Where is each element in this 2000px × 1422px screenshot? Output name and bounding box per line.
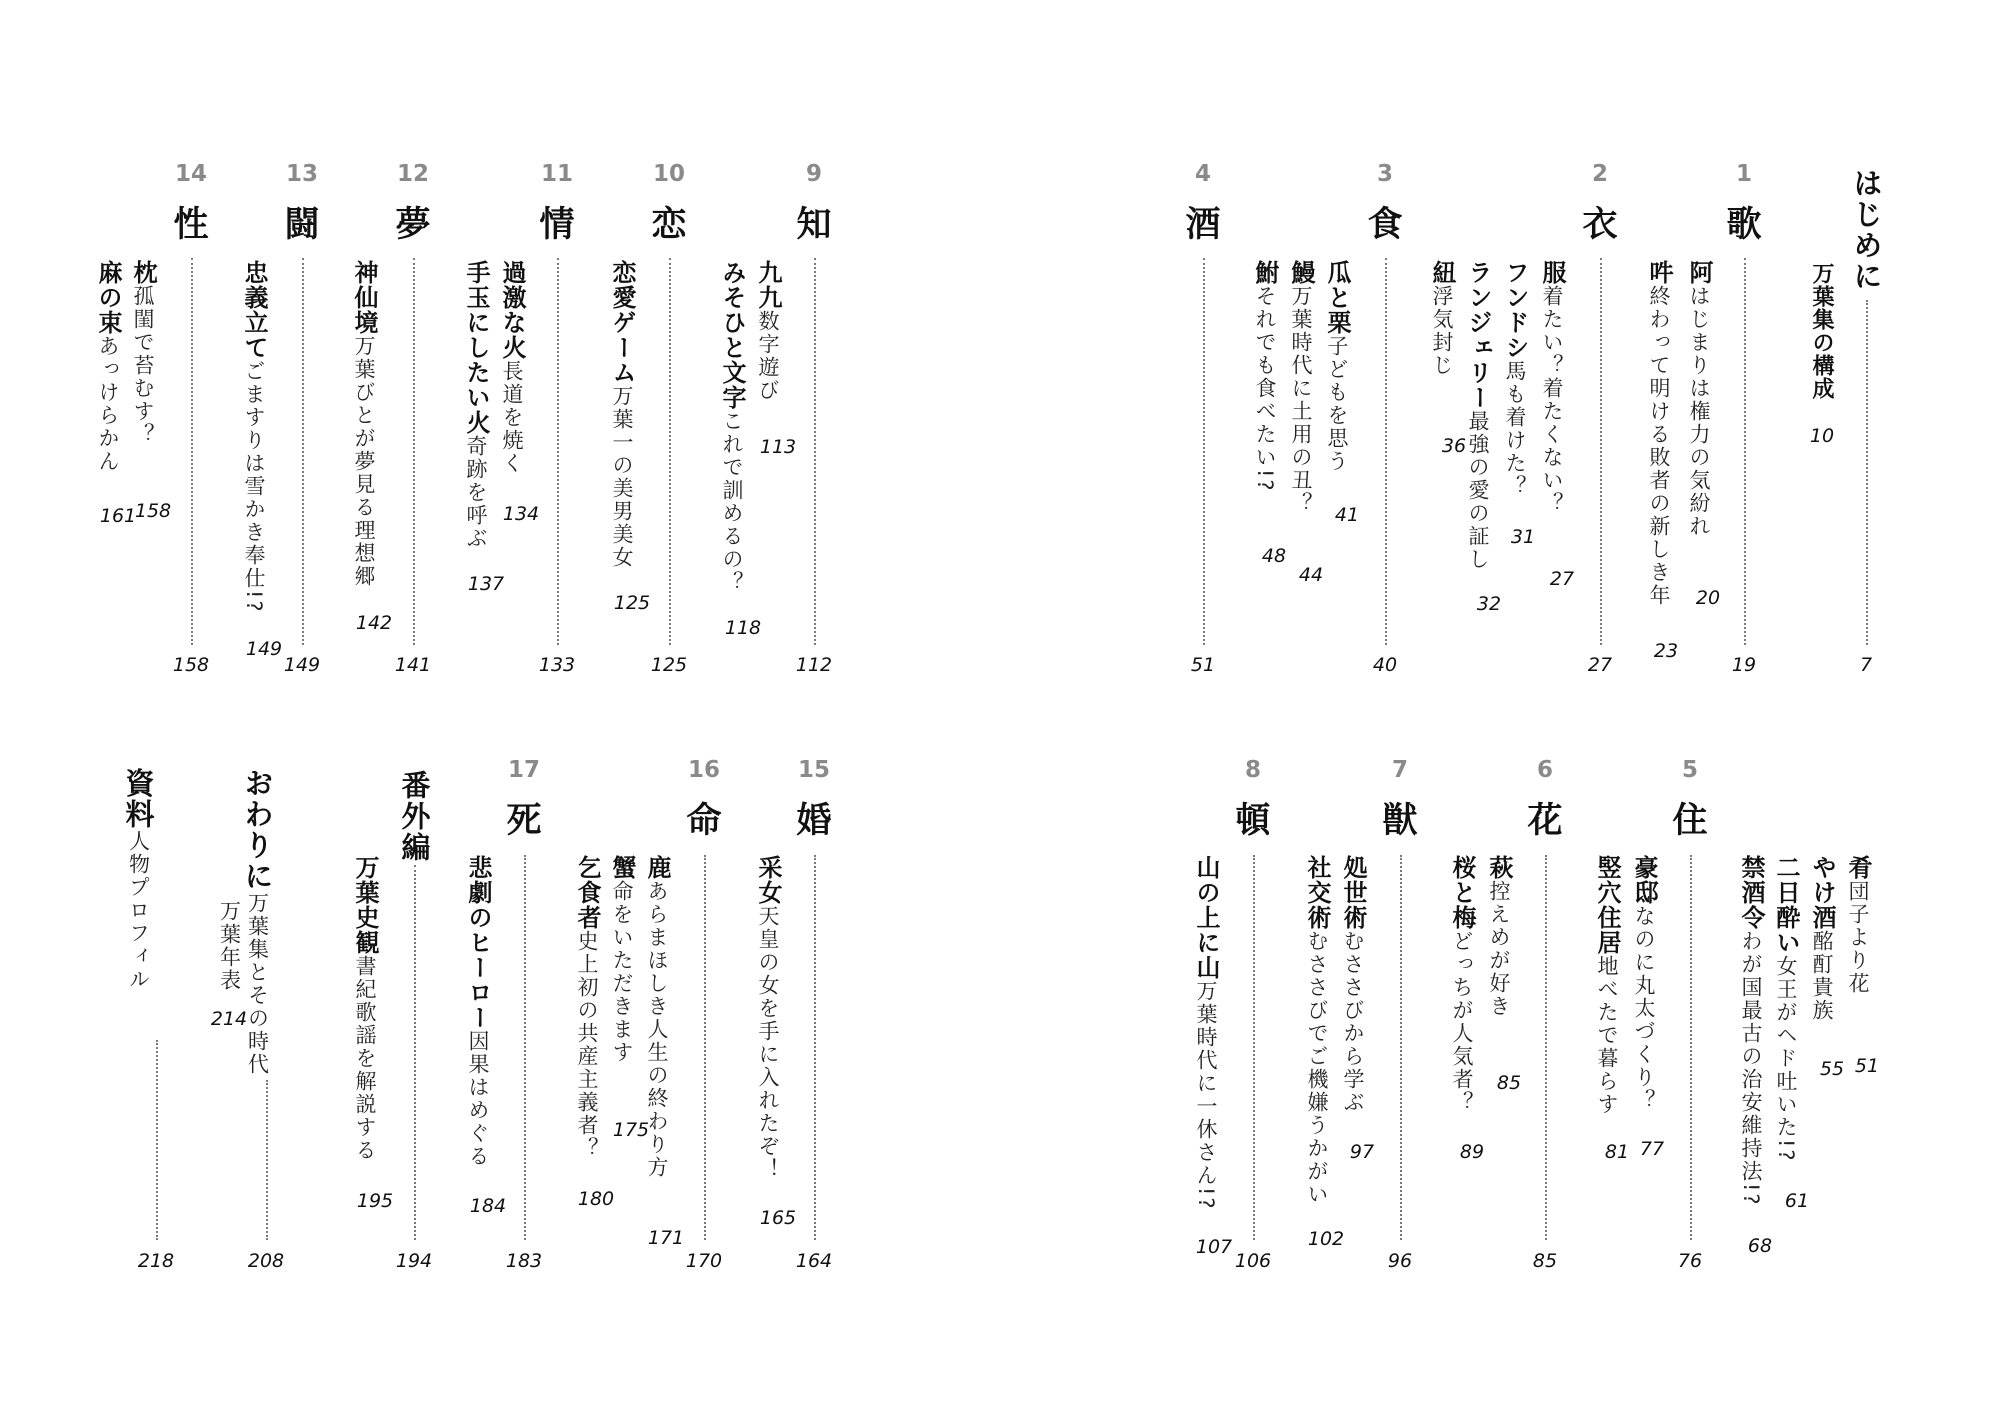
- subsection-page: 31: [1510, 526, 1536, 548]
- dotted-leader: [1545, 855, 1547, 1240]
- subsection: [1430, 260, 1474, 377]
- chapter-page: 170: [685, 1250, 723, 1272]
- subsection-page: 184: [469, 1195, 507, 1217]
- dotted-leader: [814, 258, 816, 645]
- subsection: [1687, 260, 1731, 538]
- dotted-leader: [266, 1080, 268, 1240]
- chapter-kanji: 住: [1672, 800, 1708, 841]
- subsection-page: 161: [99, 505, 137, 527]
- subsection-subtitle: 因果はめぐる: [466, 1030, 490, 1168]
- subsection-page: 134: [502, 503, 540, 525]
- subsection-page: 36: [1441, 435, 1467, 457]
- subsection-subtitle: むささびから学ぶ: [1341, 930, 1365, 1114]
- chapter-page: 183: [505, 1250, 543, 1272]
- chapter-number: 8: [1244, 757, 1262, 783]
- chapter-number: 12: [396, 161, 430, 187]
- dotted-leader: [814, 855, 816, 1240]
- subsection-subtitle: 万葉時代に一休さん!?: [1194, 980, 1218, 1211]
- dotted-leader: [524, 855, 526, 1240]
- subsection-page: 85: [1496, 1072, 1522, 1094]
- subsection-title: 社交術: [1303, 855, 1331, 930]
- subsection-subtitle: 書紀歌謡を解説する: [353, 955, 377, 1162]
- subsection: [1450, 855, 1494, 1114]
- subsection-subtitle: 奇跡を呼ぶ: [464, 435, 488, 550]
- subsection-page: 113: [759, 436, 797, 458]
- subsection: [1647, 260, 1691, 607]
- chapter-number: 1: [1735, 161, 1753, 187]
- subsection: [575, 855, 619, 1160]
- chapter-number: 13: [285, 161, 319, 187]
- subsection-page: 165: [759, 1207, 797, 1229]
- subsection-page: 41: [1334, 504, 1360, 526]
- owari-subtitle-2: 万葉年表: [217, 900, 242, 992]
- dotted-leader: [302, 258, 304, 645]
- subsection-subtitle: 天皇の女を手に入れたぞ！: [756, 905, 780, 1181]
- subsection-page: 51: [1854, 1055, 1880, 1077]
- subsection-title: 枕: [129, 260, 157, 285]
- dotted-leader: [1600, 258, 1602, 645]
- intro-title: はじめに: [1849, 168, 1884, 292]
- subsection-title: フンドシ: [1501, 260, 1529, 360]
- subsection-page: 77: [1639, 1138, 1665, 1160]
- chapter-page: 133: [538, 654, 576, 676]
- subsection-title: 九九: [754, 260, 782, 310]
- dotted-leader: [1253, 855, 1255, 1240]
- owari-page: 208: [247, 1250, 285, 1272]
- chapter-page: 158: [172, 654, 210, 676]
- subsection: [610, 260, 654, 569]
- subsection-subtitle: 控えめが好き: [1487, 880, 1511, 1018]
- intro-sub-page: 10: [1809, 425, 1835, 447]
- shiryo-subtitle: 人物プロフィル: [126, 830, 151, 991]
- subsection-title: 桜と梅: [1448, 855, 1476, 930]
- subsection-title: ランジェリー: [1464, 260, 1492, 410]
- subsection-page: 195: [356, 1190, 394, 1212]
- subsection-subtitle: なのに丸太づくり？: [1632, 905, 1656, 1112]
- subsection-title: 過激な火: [498, 260, 526, 360]
- subsection-title: 萩: [1485, 855, 1513, 880]
- subsection-title: 服: [1538, 260, 1566, 285]
- subsection-page: 61: [1784, 1190, 1810, 1212]
- dotted-leader: [413, 258, 415, 645]
- dotted-leader: [1866, 300, 1868, 645]
- subsection-subtitle: ごますりは雪かき奉仕!?: [242, 360, 266, 614]
- subsection-page: 137: [467, 573, 505, 595]
- subsection-title: 竪穴住居: [1593, 855, 1621, 955]
- subsection: [466, 855, 510, 1168]
- dotted-leader: [156, 1040, 158, 1240]
- subsection-title: 紐: [1428, 260, 1456, 285]
- dotted-leader: [1385, 258, 1387, 645]
- chapter-kanji: 夢: [395, 204, 431, 245]
- subsection-title: 豪邸: [1630, 855, 1658, 905]
- subsection-subtitle: 浮気封じ: [1430, 285, 1454, 377]
- chapter-kanji: 命: [686, 800, 722, 841]
- chapter-page: 19: [1731, 654, 1757, 676]
- subsection: [353, 855, 397, 1162]
- subsection-title: 二日酔い: [1772, 855, 1800, 955]
- chapter-kanji: 性: [173, 204, 209, 245]
- dotted-leader: [669, 258, 671, 645]
- subsection-title: 鮒: [1251, 260, 1279, 285]
- subsection-page: 102: [1307, 1228, 1345, 1250]
- chapter-kanji: 花: [1527, 800, 1563, 841]
- subsection-title: 恋愛ゲーム: [608, 260, 636, 385]
- owari-entry: [240, 768, 290, 1076]
- chapter-kanji: 頓: [1235, 800, 1271, 841]
- subsection: [96, 260, 140, 473]
- subsection-subtitle: 数字遊び: [756, 310, 780, 402]
- subsection-page: 48: [1261, 545, 1287, 567]
- subsection-title: 万葉史観: [351, 855, 379, 955]
- subsection-subtitle: 孤閨で苔むす？: [131, 285, 155, 446]
- chapter-number: 9: [805, 161, 823, 187]
- subsection-page: 89: [1459, 1141, 1485, 1163]
- chapter-kanji: 食: [1367, 204, 1403, 245]
- chapter-page: 141: [394, 654, 432, 676]
- subsection-subtitle: 史上初の共産主義者？: [575, 930, 599, 1160]
- intro-sub-title: 万葉集の構成: [1809, 262, 1834, 400]
- subsection-subtitle: 女王がヘド吐いた!?: [1774, 955, 1798, 1163]
- chapter-kanji: 婚: [796, 800, 832, 841]
- subsection-title: 瓜と栗: [1323, 260, 1351, 335]
- subsection-title: 忠義立て: [240, 260, 268, 360]
- subsection-title: 蟹: [608, 855, 636, 880]
- subsection-title: 乞食者: [573, 855, 601, 930]
- subsection-page: 118: [724, 617, 762, 639]
- intro-page: 7: [1859, 654, 1873, 676]
- subsection: [1739, 855, 1783, 1207]
- chapter-kanji: 衣: [1582, 204, 1618, 245]
- subsection-page: 171: [647, 1227, 685, 1249]
- subsection-subtitle: 万葉びとが夢見る理想郷: [352, 335, 376, 588]
- chapter-page: 85: [1532, 1250, 1558, 1272]
- subsection-title: 采女: [754, 855, 782, 905]
- subsection: [242, 260, 286, 614]
- subsection-subtitle: わが国最古の治安維持法!?: [1739, 930, 1763, 1207]
- owari-sub-page: 214: [210, 1008, 248, 1030]
- subsection-page: 81: [1604, 1141, 1630, 1163]
- subsection-page: 97: [1349, 1141, 1375, 1163]
- subsection-title: 山の上に山: [1192, 855, 1220, 980]
- owari-title: おわりに: [240, 768, 275, 892]
- bangai-title: 番外編: [397, 770, 432, 863]
- subsection-title: 肴: [1844, 855, 1872, 880]
- chapter-page: 76: [1677, 1250, 1703, 1272]
- dotted-leader: [414, 865, 416, 1240]
- chapter-kanji: 情: [539, 204, 575, 245]
- owari-subtitle: 万葉集とその時代: [245, 892, 270, 1076]
- subsection-subtitle: それでも食べたい!?: [1253, 285, 1277, 493]
- subsection: [1194, 855, 1238, 1211]
- dotted-leader: [1400, 855, 1402, 1240]
- subsection-page: 107: [1195, 1236, 1233, 1258]
- shiryo-title: 資料: [121, 768, 156, 830]
- subsection-subtitle: 万葉一の美男美女: [610, 385, 634, 569]
- chapter-kanji: 歌: [1726, 204, 1762, 245]
- chapter-number: 10: [652, 161, 686, 187]
- subsection: [756, 855, 800, 1181]
- chapter-kanji: 死: [506, 800, 542, 841]
- chapter-page: 96: [1387, 1250, 1413, 1272]
- subsection-title: 麻の束: [94, 260, 122, 335]
- subsection-page: 158: [134, 500, 172, 522]
- subsection-page: 23: [1653, 640, 1679, 662]
- subsection-page: 32: [1476, 593, 1502, 615]
- subsection-subtitle: 酩酊貴族: [1810, 930, 1834, 1022]
- subsection-title: やけ酒: [1808, 855, 1836, 930]
- shiryo-entry: [121, 768, 189, 991]
- subsection-title: 鹿: [643, 855, 671, 880]
- chapter-number: 4: [1194, 161, 1212, 187]
- chapter-page: 164: [795, 1250, 833, 1272]
- subsection-subtitle: これで訓めるの？: [720, 410, 744, 594]
- chapter-kanji: 獣: [1382, 800, 1418, 841]
- subsection-subtitle: あらまほしき人生の終わり方: [645, 880, 669, 1179]
- subsection-page: 125: [613, 592, 651, 614]
- dotted-leader: [1744, 258, 1746, 645]
- subsection-subtitle: 命をいただきます: [610, 880, 634, 1064]
- subsection: [1595, 855, 1639, 1116]
- subsection-title: みそひと文字: [718, 260, 746, 410]
- subsection-title: 禁酒令: [1737, 855, 1765, 930]
- subsection: [352, 260, 396, 588]
- chapter-number: 16: [687, 757, 721, 783]
- subsection: [1305, 855, 1349, 1206]
- subsection-title: 悲劇のヒーロー: [464, 855, 492, 1030]
- chapter-kanji: 知: [796, 204, 832, 245]
- chapter-number: 5: [1681, 757, 1699, 783]
- subsection-title: 処世術: [1339, 855, 1367, 930]
- dotted-leader: [704, 855, 706, 1240]
- bangai-page: 194: [395, 1250, 433, 1272]
- subsection-page: 180: [577, 1188, 615, 1210]
- subsection-page: 149: [245, 638, 283, 660]
- chapter-page: 112: [795, 654, 833, 676]
- chapter-page: 27: [1587, 654, 1613, 676]
- subsection-subtitle: あっけらかん: [96, 335, 120, 473]
- dotted-leader: [1203, 258, 1205, 645]
- subsection-title: 吽: [1645, 260, 1673, 285]
- subsection-subtitle: 万葉時代に土用の丑？: [1289, 285, 1313, 515]
- dotted-leader: [557, 258, 559, 645]
- chapter-page: 125: [650, 654, 688, 676]
- subsection-subtitle: 子どもを思う: [1325, 335, 1349, 473]
- subsection-subtitle: 団子より花: [1846, 880, 1870, 995]
- subsection-subtitle: むささびでご機嫌うかがい: [1305, 930, 1329, 1206]
- subsection: [464, 260, 508, 550]
- subsection-page: 55: [1819, 1058, 1845, 1080]
- subsection-page: 175: [612, 1119, 650, 1141]
- subsection-subtitle: どっちが人気者？: [1450, 930, 1474, 1114]
- dotted-leader: [1690, 855, 1692, 1240]
- chapter-kanji: 闘: [284, 204, 320, 245]
- chapter-number: 17: [507, 757, 541, 783]
- chapter-page: 149: [283, 654, 321, 676]
- subsection-title: 鰻: [1287, 260, 1315, 285]
- subsection: [720, 260, 764, 594]
- subsection-title: 神仙境: [350, 260, 378, 335]
- shiryo-page: 218: [137, 1250, 175, 1272]
- chapter-number: 11: [540, 161, 574, 187]
- chapter-number: 14: [174, 161, 208, 187]
- chapter-number: 2: [1591, 161, 1609, 187]
- subsection-subtitle: 長道を焼く: [500, 360, 524, 475]
- chapter-page: 40: [1372, 654, 1398, 676]
- subsection: [1253, 260, 1297, 493]
- subsection-subtitle: 着たい？着たくない？: [1540, 285, 1564, 515]
- chapter-number: 7: [1391, 757, 1409, 783]
- chapter-kanji: 酒: [1185, 204, 1221, 245]
- subsection-page: 20: [1695, 587, 1721, 609]
- chapter-page: 106: [1234, 1250, 1272, 1272]
- dotted-leader: [191, 258, 193, 645]
- subsection-page: 68: [1747, 1235, 1773, 1257]
- subsection-title: 手玉にしたい火: [462, 260, 490, 435]
- subsection-subtitle: はじまりは権力の気紛れ: [1687, 285, 1711, 538]
- subsection-page: 142: [355, 612, 393, 634]
- chapter-number: 3: [1376, 161, 1394, 187]
- chapter-number: 15: [797, 757, 831, 783]
- chapter-page: 51: [1190, 654, 1216, 676]
- chapter-kanji: 恋: [651, 204, 687, 245]
- subsection-page: 27: [1549, 568, 1575, 590]
- subsection-page: 44: [1298, 564, 1324, 586]
- subsection-subtitle: 終わって明ける敗者の新しき年: [1647, 285, 1671, 607]
- subsection-subtitle: 馬も着けた？: [1503, 360, 1527, 498]
- subsection-title: 阿: [1685, 260, 1713, 285]
- subsection-subtitle: 最強の愛の証し: [1466, 410, 1490, 571]
- subsection-subtitle: 地べたで暮らす: [1595, 955, 1619, 1116]
- chapter-number: 6: [1536, 757, 1554, 783]
